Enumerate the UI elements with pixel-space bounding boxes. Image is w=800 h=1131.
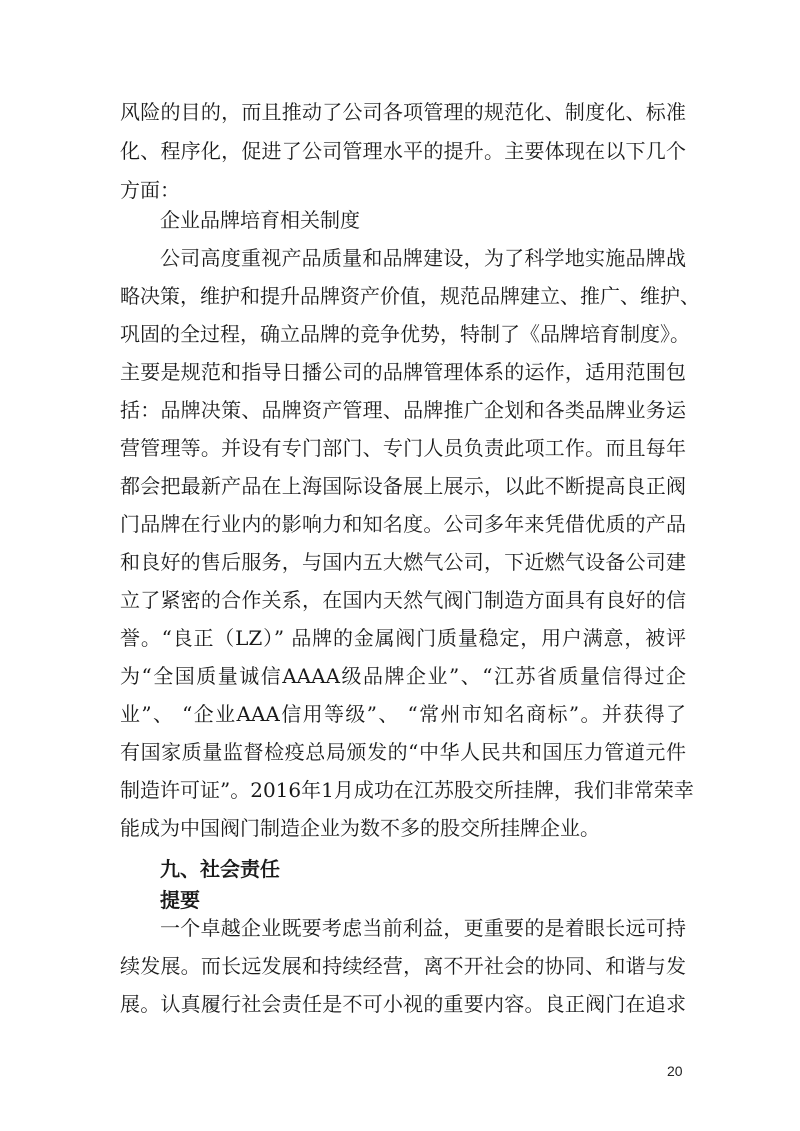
text-line: 立了紧密的合作关系，在国内天然气阀门制造方面具有良好的信 bbox=[120, 588, 686, 612]
text-line: 一个卓越企业既要考虑当前利益，更重要的是着眼长远可持 bbox=[160, 916, 686, 940]
text-line: 展。认真履行社会责任是不可小视的重要内容。良正阀门在追求 bbox=[120, 992, 686, 1016]
text-line: 制造许可证”。2016年1月成功在江苏股交所挂牌，我们非常荣幸 bbox=[120, 778, 694, 802]
text-line: 巩固的全过程，确立品牌的竞争优势，特制了《品牌培育制度》。 bbox=[120, 322, 690, 346]
text-line: 略决策，维护和提升品牌资产价值，规范品牌建立、推广、维护、 bbox=[120, 284, 700, 308]
text-line: 营管理等。并设有专门部门、专门人员负责此项工作。而且每年 bbox=[120, 436, 686, 460]
text-line: 誉。“良正（LZ）” 品牌的金属阀门质量稳定，用户满意，被评 bbox=[120, 626, 686, 650]
text-line: 业”、 “企业AAA信用等级”、 “常州市知名商标”。并获得了 bbox=[120, 702, 686, 726]
text-line: 主要是规范和指导日播公司的品牌管理体系的运作，适用范围包 bbox=[120, 360, 686, 384]
text-line: 门品牌在行业内的影响力和知名度。公司多年来凭借优质的产品 bbox=[120, 512, 686, 536]
text-line: 和良好的售后服务，与国内五大燃气公司，下近燃气设备公司建 bbox=[120, 550, 686, 574]
text-line: 方面： bbox=[120, 178, 180, 202]
text-line: 能成为中国阀门制造企业为数不多的股交所挂牌企业。 bbox=[120, 816, 600, 840]
text-line: 化、程序化，促进了公司管理水平的提升。主要体现在以下几个 bbox=[120, 139, 686, 163]
summary-title: 提要 bbox=[160, 888, 200, 912]
text-line: 公司高度重视产品质量和品牌建设，为了科学地实施品牌战 bbox=[160, 246, 686, 270]
text-line: 为“全国质量诚信AAAA级品牌企业”、“江苏省质量信得过企 bbox=[120, 664, 686, 688]
text-line: 续发展。而长远发展和持续经营，离不开社会的协同、和谐与发 bbox=[120, 954, 686, 978]
subheading: 企业品牌培育相关制度 bbox=[160, 208, 360, 232]
section-title: 九、社会责任 bbox=[160, 857, 280, 881]
text-line: 都会把最新产品在上海国际设备展上展示，以此不断提高良正阀 bbox=[120, 474, 686, 498]
text-line: 风险的目的，而且推动了公司各项管理的规范化、制度化、标准 bbox=[120, 100, 686, 124]
text-line: 括：品牌决策、品牌资产管理、品牌推广企划和各类品牌业务运 bbox=[120, 398, 686, 422]
text-line: 有国家质量监督检疫总局颁发的“中华人民共和国压力管道元件 bbox=[120, 740, 686, 764]
page-number: 20 bbox=[667, 1063, 683, 1079]
